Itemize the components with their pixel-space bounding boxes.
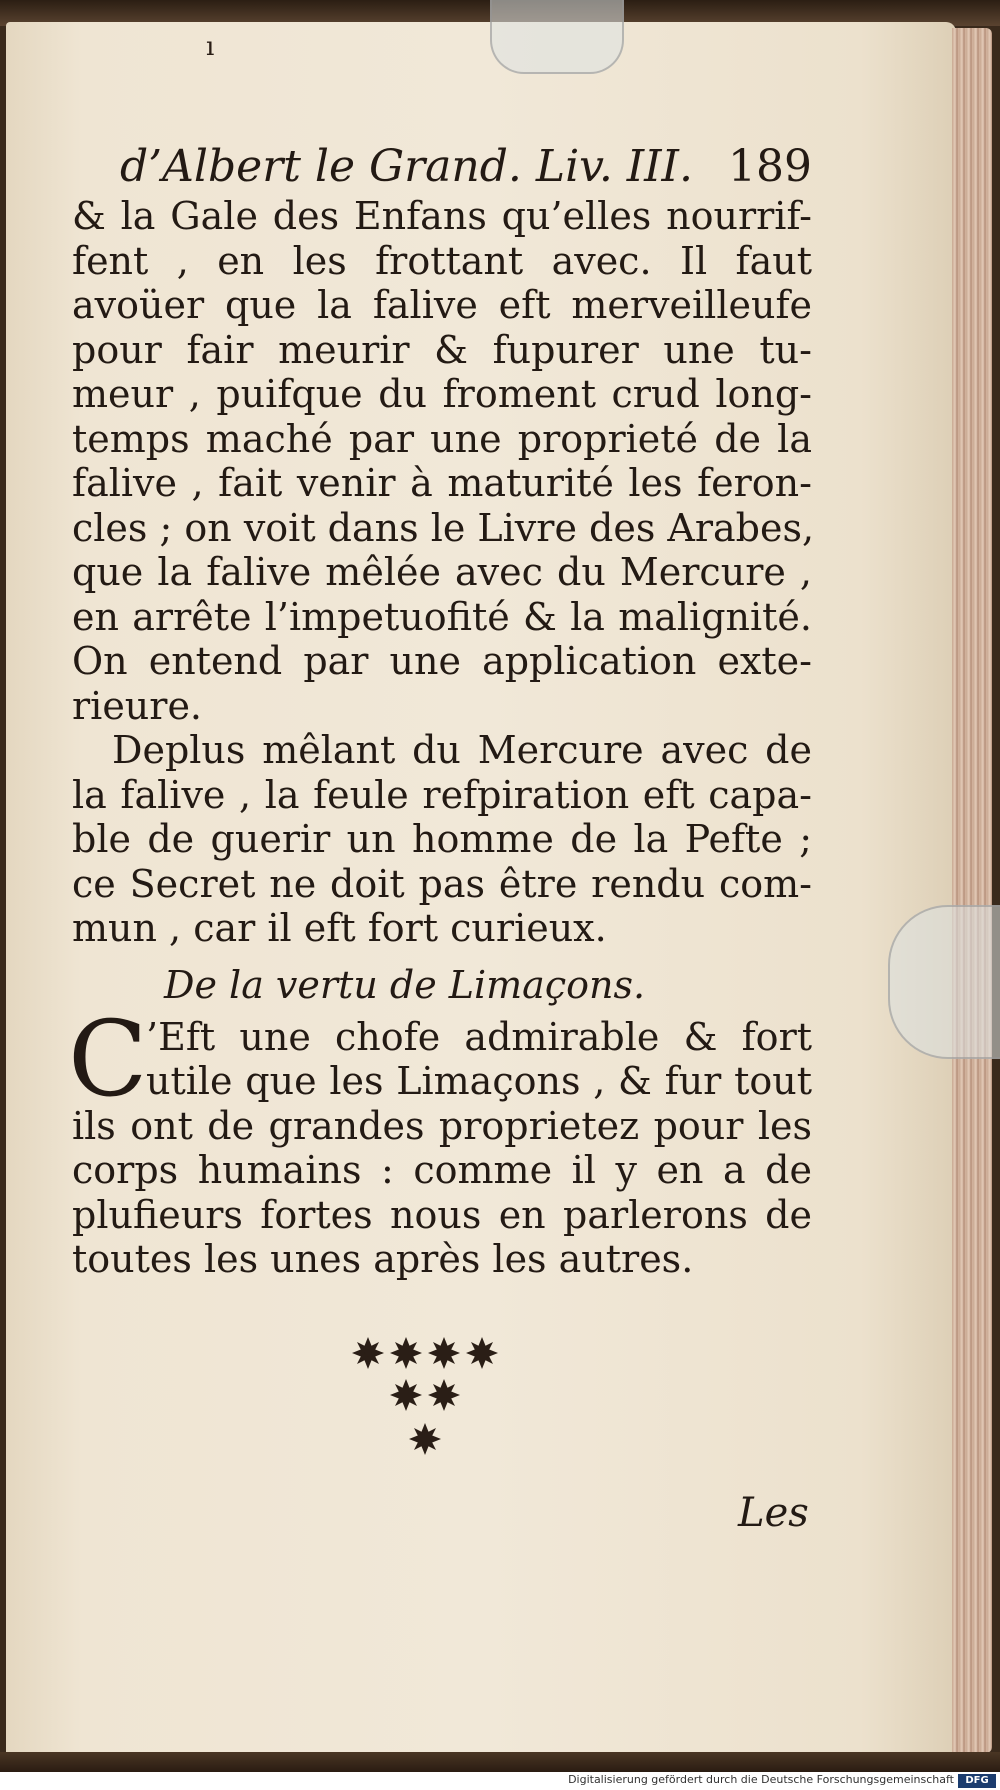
- text-line: On entend par une application exte-: [72, 639, 812, 683]
- text-line: rieure.: [72, 683, 203, 728]
- text-line: cles ; on voit dans le Livre des Arabes,: [72, 505, 815, 550]
- text-line: ’Eft une chofe admirable & fort: [146, 1014, 812, 1059]
- running-head: [72, 140, 812, 194]
- text-line: ils ont de grandes proprietez pour les: [72, 1103, 812, 1148]
- text-block: [68, 140, 815, 1282]
- text-line: fent , en les frottant avec. Il faut: [72, 238, 812, 283]
- paragraph-3: [68, 997, 812, 1282]
- text-line: pour fair meurir & fupurer une tu-: [72, 327, 812, 372]
- drop-cap: C: [68, 997, 148, 1120]
- running-head-title: d’Albert le Grand. Liv. III.: [120, 141, 693, 192]
- section-heading: De la vertu de Limaçons.: [164, 962, 646, 1007]
- text-line: avoüer que la falive eft merveilleufe: [72, 283, 812, 327]
- paragraph-2: [72, 728, 812, 951]
- dfg-logo-icon: DFG: [958, 1774, 996, 1788]
- text-line: que la falive mêlée avec du Mercure ,: [72, 550, 812, 594]
- text-line: falive , fait venir à maturité les feron-: [72, 461, 812, 505]
- text-line: corps humains : comme il y en a de: [72, 1148, 812, 1192]
- floral-ornament-icon: [348, 1335, 498, 1485]
- text-line: mun , car il eft fort curieux.: [72, 906, 607, 950]
- corner-mark: ı: [206, 32, 215, 62]
- plastic-clip-top: [490, 0, 624, 74]
- plastic-clip-right: [888, 905, 1000, 1059]
- catchword: Les: [738, 1490, 809, 1536]
- page-number: 189: [728, 141, 812, 192]
- digitization-credit: Digitalisierung gefördert durch die Deutsche Forschungsgemeinschaft: [568, 1773, 954, 1786]
- text-line: ble de guerir un homme de la Pefte ;: [72, 817, 812, 861]
- page-edges: [952, 28, 992, 1753]
- text-line: meur , puifque du froment crud long-: [72, 372, 812, 416]
- book-binding-bottom: [0, 1752, 1000, 1772]
- text-line: Deplus mêlant du Mercure avec de: [112, 728, 812, 772]
- text-line: temps maché par une proprieté de la: [72, 416, 812, 461]
- paragraph-1: [72, 194, 815, 728]
- text-line: utile que les Limaçons , & fur tout: [146, 1059, 812, 1103]
- text-line: & la Gale des Enfans qu’elles nourrif-: [72, 194, 812, 238]
- text-line: ce Secret ne doit pas être rendu com-: [72, 861, 812, 906]
- text-line: en arrête l’impetuofité & la malignité.: [72, 594, 812, 639]
- text-line: toutes les unes après les autres.: [72, 1237, 694, 1281]
- text-line: la falive , la feule refpiration eft capa-: [72, 772, 812, 817]
- text-line: plufieurs fortes nous en parlerons de: [72, 1192, 812, 1237]
